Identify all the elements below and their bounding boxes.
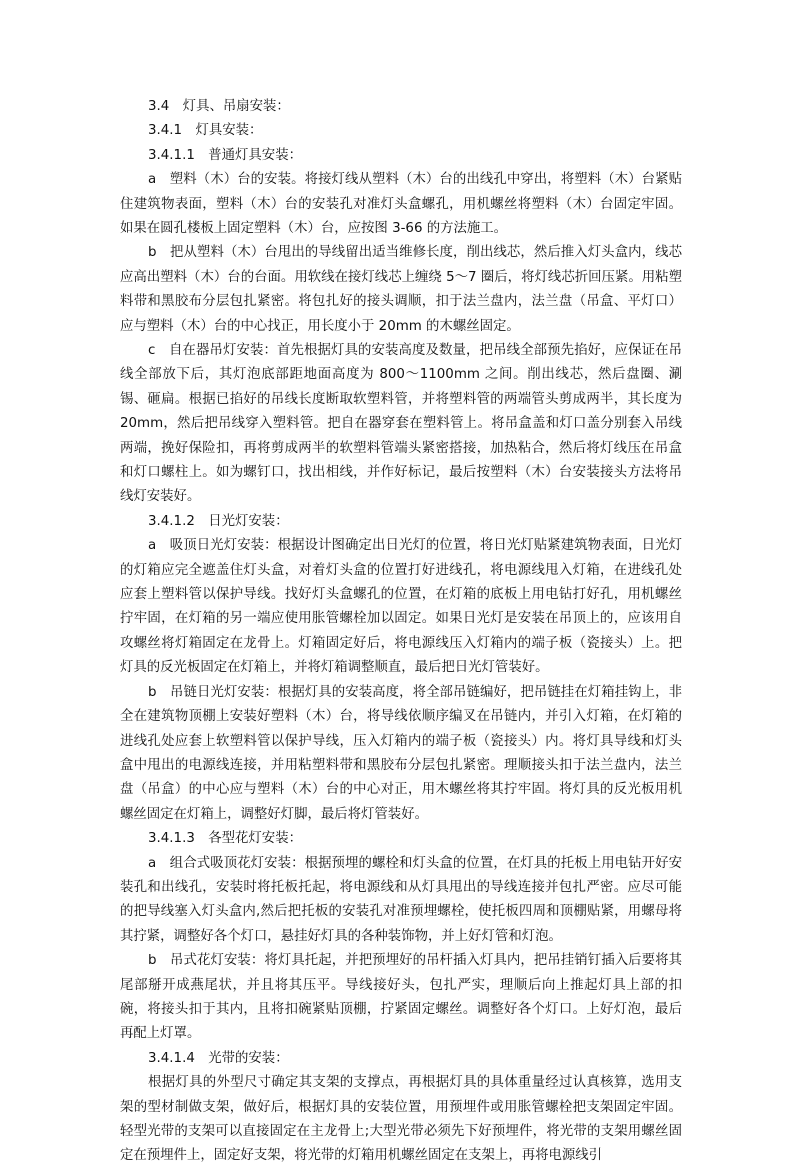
section-heading-3-4-1: 3.4.1 灯具安装：: [148, 123, 263, 139]
paragraph-wire-connection: b 把从塑料（木）台甩出的导线留出适当维修长度，削出线芯，然后推入灯头盒内，线芯应高出塑料（木）台的台面。用软线在接灯线芯上缠绕 5～7 圈后，将灯线芯折回压紧。用粘塑料带和黑胶布分层包扎紧密。将包扎好的接头调顺，扣于法兰盘内，法兰盘（吊盒、平灯口）应与塑料（木）台的中心找正，用长度小于 20mm 的木螺丝固定。: [120, 245, 682, 334]
paragraph-self-adjusting-pendant: c 自在器吊灯安装：首先根据灯具的安装高度及数量，把吊线全部预先掐好，应保证在吊线全部放下后，其灯泡底部距地面高度为 800～1100mm 之间。削出线芯，然后盘圈、涮锡、砸扁。根据已掐好的吊线长度断取软塑料管，并将塑料管的两端管头剪成两半，其长度为 20mm，然后把吊线穿入塑料管。把自在器穿套在塑料管上。将吊盒盖和灯口盖分别套入吊线两端，挽好保险扣，再将剪成两半的软塑料管端头紧密搭接，加热粘合，然后将灯线压在吊盒和灯口螺柱上。如为螺钉口，找出相线，并作好标记，最后按塑料（木）台安装接头方法将吊线灯安装好。: [120, 343, 682, 505]
section-heading-3-4: 3.4 灯具、吊扇安装：: [148, 99, 290, 114]
section-heading-3-4-1-1: 3.4.1.1 普通灯具安装：: [148, 147, 302, 163]
section-heading-3-4-1-2: 3.4.1.2 日光灯安装：: [148, 513, 289, 529]
paragraph-light-strip: 根据灯具的外型尺寸确定其支架的支撑点，再根据灯具的具体重量经过认真核算，选用支架的型材制做支架，做好后，根据灯具的安装位置，用预埋件或用胀管螺栓把支架固定牢固。轻型光带的支架可以直接固定在主龙骨上;大型光带必须先下好预埋件，将光带的支架用螺丝固定在预埋件上，固定好支架，将光带的灯箱用机螺丝固定在支架上，再将电源线引: [120, 1075, 682, 1164]
section-heading-3-4-1-3: 3.4.1.3 各型花灯安装：: [148, 831, 302, 847]
document-page: [120, 95, 682, 1169]
section-heading-3-4-1-4: 3.4.1.4 光带的安装：: [148, 1050, 289, 1066]
paragraph-chain-fluorescent: b 吊链日光灯安装：根据灯具的安装高度，将全部吊链编好，把吊链挂在灯箱挂钩上，非全在建筑物顶棚上安装好塑料（木）台，将导线依顺序编叉在吊链内，并引入灯箱，在灯箱的进线孔处应套上软塑料管以保护导线，压入灯箱内的端子板（瓷接头）内。将灯具导线和灯头盒中甩出的电源线连接，并用粘塑料带和黑胶布分层包扎紧密。理顺接头扣于法兰盘内，法兰盘（吊盒）的中心应与塑料（木）台的中心对正，用木螺丝将其拧牢固。将灯具的反光板用机螺丝固定在灯箱上，调整好灯脚，最后将灯管装好。: [120, 684, 682, 822]
paragraph-combined-ceiling-chandelier: a 组合式吸顶花灯安装：根据预埋的螺栓和灯头盒的位置，在灯具的托板上用电钻开好安装孔和出线孔，安装时将托板托起，将电源线和从灯具甩出的导线连接并包扎严密。应尽可能的把导线塞入灯头盒内,然后把托板的安装孔对准预埋螺栓，使托板四周和顶棚贴紧，用螺母将其拧紧，调整好各个灯口，悬挂好灯具的各种装饰物，并上好灯管和灯泡。: [120, 855, 682, 944]
paragraph-plastic-wood-base: a 塑料（木）台的安装。将接灯线从塑料（木）台的出线孔中穿出，将塑料（木）台紧贴住建筑物表面，塑料（木）台的安装孔对准灯头盒螺孔，用机螺丝将塑料（木）台固定牢固。如果在圆孔楼板上固定塑料（木）台，应按图 3-66 的方法施工。: [120, 172, 682, 236]
paragraph-ceiling-fluorescent: a 吸顶日光灯安装：根据设计图确定出日光灯的位置，将日光灯贴紧建筑物表面，日光灯的灯箱应完全遮盖住灯头盒，对着灯头盒的位置打好进线孔，将电源线甩入灯箱，在进线孔处应套上塑料管以保护导线。找好灯头盒螺孔的位置，在灯箱的底板上用电钻打好孔，用机螺丝拧牢固，在灯箱的另一端应使用胀管螺栓加以固定。如果日光灯是安装在吊顶上的，应该用自攻螺丝将灯箱固定在龙骨上。灯箱固定好后，将电源线压入灯箱内的端子板（瓷接头）上。把灯具的反光板固定在灯箱上，并将灯箱调整顺直，最后把日光灯管装好。: [120, 538, 682, 676]
paragraph-hanging-chandelier: b 吊式花灯安装：将灯具托起，并把预埋好的吊杆插入灯具内，把吊挂销钉插入后要将其尾部掰开成燕尾状，并且将其压平。导线接好头，包扎严实，理顺后向上推起灯具上部的扣碗，将接头扣于其内，且将扣碗紧贴顶棚，拧紧固定螺丝。调整好各个灯口。上好灯泡，最后再配上灯罩。: [120, 953, 682, 1042]
